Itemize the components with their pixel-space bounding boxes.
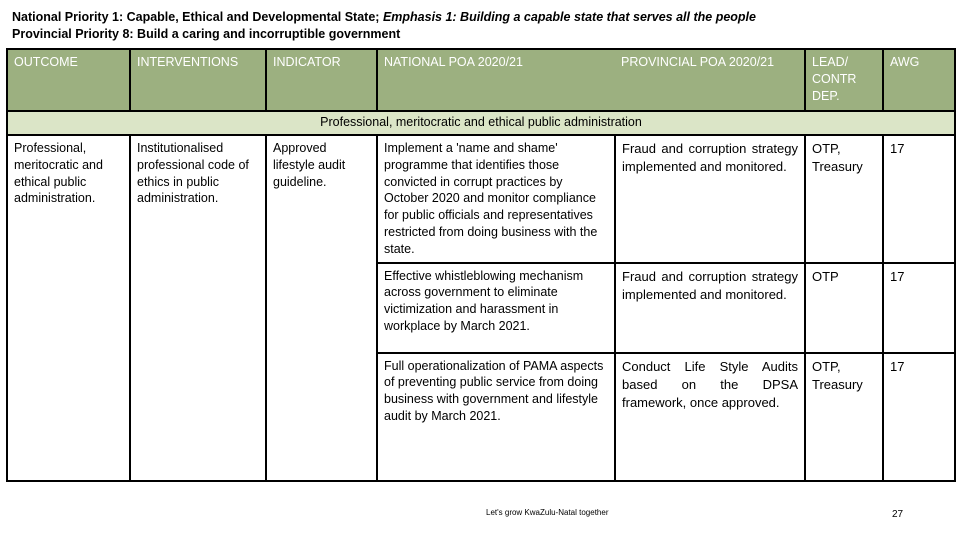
cell-outcome: Professional, meritocratic and ethical public administration. [7, 135, 130, 481]
cell-awg: 17 [883, 263, 955, 353]
title-priority: National Priority 1: Capable, Ethical and Developmental State; [12, 10, 380, 24]
slide-title [12, 9, 756, 43]
footer-slogan: Let's grow KwaZulu-Natal together [486, 508, 609, 517]
header-interventions: INTERVENTIONS [130, 49, 266, 111]
table-row [7, 135, 955, 263]
cell-national-poa: Effective whistleblowing mechanism across government to eliminate victimization and harassment in workplace by March 2021. [377, 263, 615, 353]
cell-provincial-poa: Fraud and corruption strategy implemented and monitored. [615, 263, 805, 353]
cell-national-poa: Implement a 'name and shame' programme that identifies those convicted in corrupt practices by October 2020 and monitor compliance for public officials and representatives restricted from doing business with the state. [377, 135, 615, 263]
header-indicator: INDICATOR [266, 49, 377, 111]
cell-provincial-poa: Conduct Life Style Audits based on the DPSA framework, once approved. [615, 353, 805, 481]
cell-lead: OTP [805, 263, 883, 353]
header-awg: AWG [883, 49, 955, 111]
page-number: 27 [892, 509, 904, 520]
cell-intervention: Institutionalised professional code of ethics in public administration. [130, 135, 266, 481]
header-lead-dep: LEAD/ CONTR DEP. [805, 49, 883, 111]
header-national-poa: NATIONAL POA 2020/21 [377, 49, 615, 111]
cell-awg: 17 [883, 135, 955, 263]
cell-provincial-poa: Fraud and corruption strategy implemented and monitored. [615, 135, 805, 263]
cell-lead: OTP, Treasury [805, 135, 883, 263]
title-emphasis: Emphasis 1: Building a capable state that serves all the people [382, 10, 756, 24]
section-band: Professional, meritocratic and ethical public administration [7, 111, 955, 135]
header-outcome: OUTCOME [7, 49, 130, 111]
title-line-1 [12, 9, 756, 26]
cell-national-poa: Full operationalization of PAMA aspects of preventing public service from doing business with government and lifestyle audit by March 2021. [377, 353, 615, 481]
table-header-row [7, 49, 955, 111]
poa-table [6, 48, 956, 482]
title-line-2: Provincial Priority 8: Build a caring and incorruptible government [12, 27, 401, 41]
cell-indicator: Approved lifestyle audit guideline. [266, 135, 377, 481]
section-band-row [7, 111, 955, 135]
cell-awg: 17 [883, 353, 955, 481]
header-provincial-poa: PROVINCIAL POA 2020/21 [615, 49, 805, 111]
cell-lead: OTP, Treasury [805, 353, 883, 481]
